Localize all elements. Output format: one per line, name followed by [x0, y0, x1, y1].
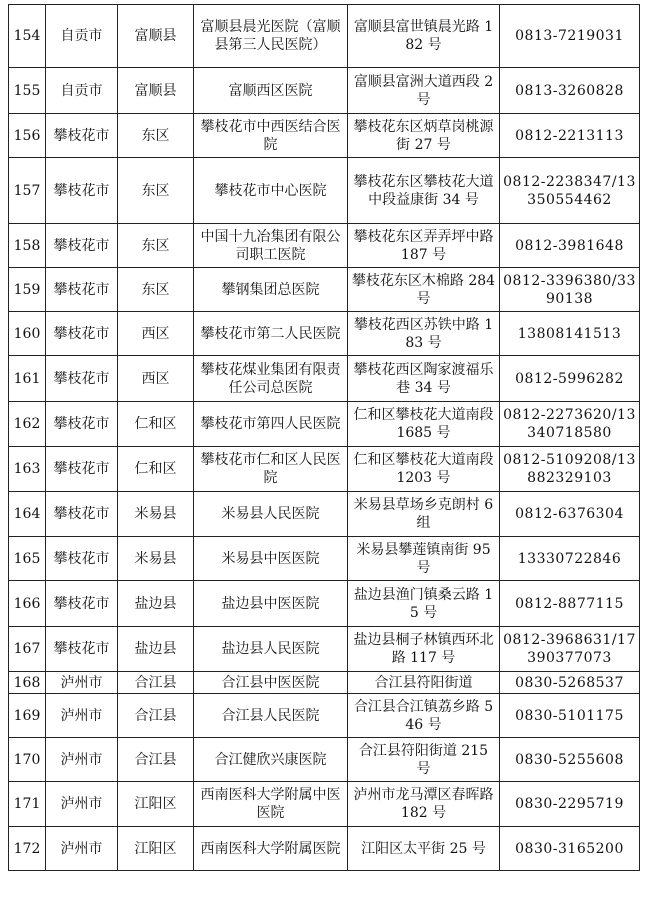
phone-cell: 0812-3968631/17390377073: [500, 627, 640, 672]
table-row: [9, 581, 640, 627]
county-cell: 米易县: [118, 537, 194, 581]
phone-cell: 0830-5268537: [500, 672, 640, 694]
address-cell: 攀枝花东区木棉路 284 号: [348, 268, 500, 312]
row-number-cell: 171: [9, 782, 46, 827]
phone-cell: 0812-2238347/13350554462: [500, 158, 640, 224]
table-row: [9, 114, 640, 158]
table-row: [9, 5, 640, 68]
address-cell: 盐边县渔门镇桑云路 15 号: [348, 581, 500, 627]
table-body: [9, 5, 640, 871]
county-cell: 合江县: [118, 738, 194, 782]
row-number-cell: 166: [9, 581, 46, 627]
row-number-cell: 160: [9, 312, 46, 356]
hospital-name-cell: 盐边县中医医院: [194, 581, 348, 627]
phone-cell: 0812-6376304: [500, 492, 640, 537]
county-cell: 东区: [118, 268, 194, 312]
row-number-cell: 169: [9, 694, 46, 738]
phone-cell: 13330722846: [500, 537, 640, 581]
county-cell: 合江县: [118, 672, 194, 694]
table-row: [9, 402, 640, 447]
row-number-cell: 168: [9, 672, 46, 694]
county-cell: 东区: [118, 158, 194, 224]
row-number-cell: 165: [9, 537, 46, 581]
phone-cell: 0812-5109208/13882329103: [500, 447, 640, 492]
city-cell: 攀枝花市: [46, 581, 118, 627]
row-number-cell: 156: [9, 114, 46, 158]
address-cell: 攀枝花西区苏铁中路 183 号: [348, 312, 500, 356]
county-cell: 江阳区: [118, 782, 194, 827]
hospital-name-cell: 攀枝花市仁和区人民医院: [194, 447, 348, 492]
hospital-name-cell: 攀枝花市中心医院: [194, 158, 348, 224]
phone-cell: 13808141513: [500, 312, 640, 356]
county-cell: 富顺县: [118, 68, 194, 114]
hospital-name-cell: 中国十九冶集团有限公司职工医院: [194, 224, 348, 268]
table-row: [9, 782, 640, 827]
address-cell: 攀枝花西区陶家渡福乐巷 34 号: [348, 356, 500, 402]
row-number-cell: 163: [9, 447, 46, 492]
row-number-cell: 157: [9, 158, 46, 224]
table-row: [9, 312, 640, 356]
row-number-cell: 161: [9, 356, 46, 402]
city-cell: 自贡市: [46, 68, 118, 114]
address-cell: 攀枝花东区攀枝花大道中段益康街 34 号: [348, 158, 500, 224]
row-number-cell: 164: [9, 492, 46, 537]
phone-cell: 0812-3396380/3390138: [500, 268, 640, 312]
table-row: [9, 738, 640, 782]
city-cell: 泸州市: [46, 827, 118, 871]
address-cell: 合江县符阳街道: [348, 672, 500, 694]
city-cell: 泸州市: [46, 672, 118, 694]
city-cell: 自贡市: [46, 5, 118, 68]
phone-cell: 0812-5996282: [500, 356, 640, 402]
table-row: [9, 827, 640, 871]
hospital-name-cell: 攀枝花市第二人民医院: [194, 312, 348, 356]
phone-cell: 0813-3260828: [500, 68, 640, 114]
county-cell: 仁和区: [118, 447, 194, 492]
city-cell: 泸州市: [46, 694, 118, 738]
table-row: [9, 224, 640, 268]
hospital-name-cell: 西南医科大学附属中医医院: [194, 782, 348, 827]
address-cell: 富顺县富世镇晨光路 182 号: [348, 5, 500, 68]
city-cell: 攀枝花市: [46, 114, 118, 158]
table-row: [9, 356, 640, 402]
table-row: [9, 492, 640, 537]
row-number-cell: 159: [9, 268, 46, 312]
hospital-name-cell: 米易县人民医院: [194, 492, 348, 537]
table-row: [9, 268, 640, 312]
row-number-cell: 167: [9, 627, 46, 672]
table-row: [9, 627, 640, 672]
city-cell: 攀枝花市: [46, 537, 118, 581]
county-cell: 西区: [118, 356, 194, 402]
address-cell: 泸州市龙马潭区春晖路 182 号: [348, 782, 500, 827]
city-cell: 攀枝花市: [46, 492, 118, 537]
county-cell: 东区: [118, 114, 194, 158]
city-cell: 攀枝花市: [46, 312, 118, 356]
address-cell: 攀枝花东区炳草岗桃源街 27 号: [348, 114, 500, 158]
address-cell: 盐边县桐子林镇西环北路 117 号: [348, 627, 500, 672]
address-cell: 仁和区攀枝花大道南段 1685 号: [348, 402, 500, 447]
address-cell: 江阳区太平街 25 号: [348, 827, 500, 871]
city-cell: 攀枝花市: [46, 447, 118, 492]
city-cell: 泸州市: [46, 738, 118, 782]
hospital-table-wrapper: [8, 4, 640, 871]
row-number-cell: 158: [9, 224, 46, 268]
hospital-name-cell: 攀枝花市第四人民医院: [194, 402, 348, 447]
address-cell: 米易县攀莲镇南街 95 号: [348, 537, 500, 581]
address-cell: 攀枝花东区弄弄坪中路 187 号: [348, 224, 500, 268]
row-number-cell: 170: [9, 738, 46, 782]
county-cell: 盐边县: [118, 581, 194, 627]
table-row: [9, 447, 640, 492]
city-cell: 攀枝花市: [46, 356, 118, 402]
table-row: [9, 694, 640, 738]
phone-cell: 0830-3165200: [500, 827, 640, 871]
table-row: [9, 68, 640, 114]
county-cell: 江阳区: [118, 827, 194, 871]
city-cell: 攀枝花市: [46, 402, 118, 447]
hospital-name-cell: 盐边县人民医院: [194, 627, 348, 672]
phone-cell: 0830-2295719: [500, 782, 640, 827]
hospital-name-cell: 攀枝花市中西医结合医院: [194, 114, 348, 158]
county-cell: 合江县: [118, 694, 194, 738]
hospital-name-cell: 攀钢集团总医院: [194, 268, 348, 312]
table-row: [9, 158, 640, 224]
phone-cell: 0830-5255608: [500, 738, 640, 782]
county-cell: 仁和区: [118, 402, 194, 447]
city-cell: 攀枝花市: [46, 224, 118, 268]
address-cell: 合江县符阳街道 215 号: [348, 738, 500, 782]
city-cell: 攀枝花市: [46, 627, 118, 672]
county-cell: 西区: [118, 312, 194, 356]
address-cell: 米易县草场乡克朗村 6 组: [348, 492, 500, 537]
city-cell: 攀枝花市: [46, 268, 118, 312]
address-cell: 仁和区攀枝花大道南段 1203 号: [348, 447, 500, 492]
table-row: [9, 672, 640, 694]
row-number-cell: 155: [9, 68, 46, 114]
hospital-name-cell: 合江健欣兴康医院: [194, 738, 348, 782]
hospital-name-cell: 合江县人民医院: [194, 694, 348, 738]
city-cell: 攀枝花市: [46, 158, 118, 224]
hospital-table: [8, 4, 640, 871]
county-cell: 米易县: [118, 492, 194, 537]
hospital-name-cell: 攀枝花煤业集团有限责任公司总医院: [194, 356, 348, 402]
phone-cell: 0813-7219031: [500, 5, 640, 68]
row-number-cell: 154: [9, 5, 46, 68]
city-cell: 泸州市: [46, 782, 118, 827]
phone-cell: 0830-5101175: [500, 694, 640, 738]
address-cell: 富顺县富洲大道西段 2 号: [348, 68, 500, 114]
hospital-name-cell: 富顺县晨光医院（富顺县第三人民医院）: [194, 5, 348, 68]
row-number-cell: 162: [9, 402, 46, 447]
row-number-cell: 172: [9, 827, 46, 871]
phone-cell: 0812-8877115: [500, 581, 640, 627]
phone-cell: 0812-3981648: [500, 224, 640, 268]
hospital-name-cell: 富顺西区医院: [194, 68, 348, 114]
phone-cell: 0812-2213113: [500, 114, 640, 158]
hospital-name-cell: 米易县中医医院: [194, 537, 348, 581]
table-row: [9, 537, 640, 581]
county-cell: 富顺县: [118, 5, 194, 68]
phone-cell: 0812-2273620/13340718580: [500, 402, 640, 447]
hospital-name-cell: 合江县中医医院: [194, 672, 348, 694]
county-cell: 盐边县: [118, 627, 194, 672]
address-cell: 合江县合江镇荔乡路 546 号: [348, 694, 500, 738]
hospital-name-cell: 西南医科大学附属医院: [194, 827, 348, 871]
county-cell: 东区: [118, 224, 194, 268]
